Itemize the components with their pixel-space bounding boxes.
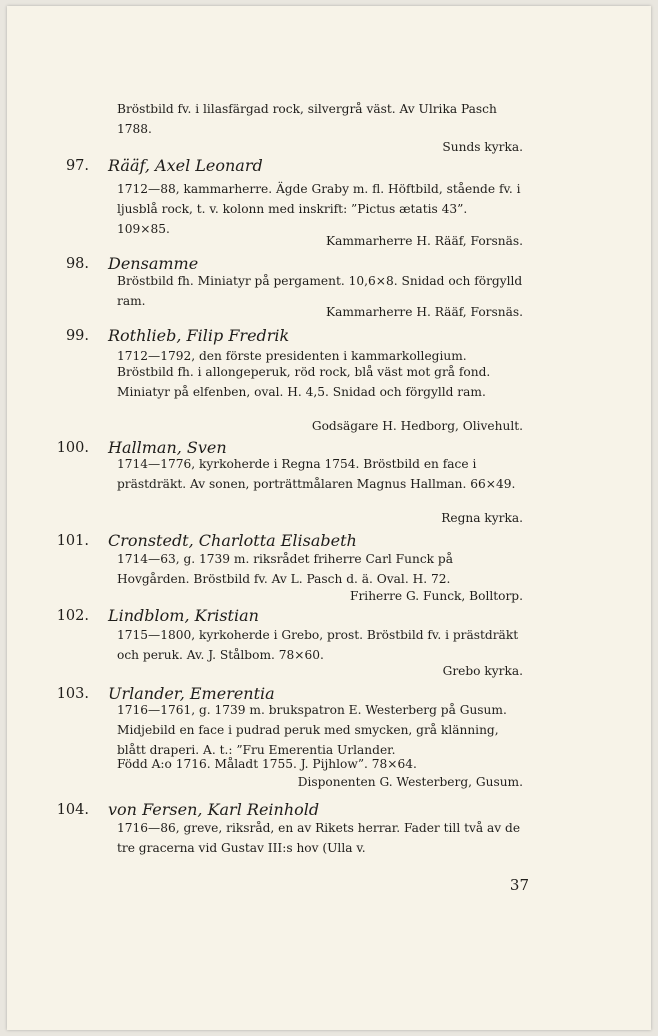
entry-text: 1712—1792, den förste presidenten i kammarkollegium.: [117, 349, 467, 363]
entry-owner: Regna kyrka.: [441, 511, 523, 525]
entry-title: Cronstedt, Charlotta Elisabeth: [108, 531, 357, 550]
entry-text: 1715—1800, kyrkoherde i Grebo, prost. Bröstbild fv. i prästdräkt och peruk. Av. J. Stålbom. 78×60.: [117, 628, 519, 662]
entry-title: Lindblom, Kristian: [108, 606, 259, 625]
entry-owner: Grebo kyrka.: [442, 664, 523, 678]
entry-number: 102.: [56, 608, 89, 624]
entry-number: 103.: [56, 686, 89, 702]
entry-number: 97.: [65, 158, 89, 174]
entry-title: Rothlieb, Filip Fredrik: [108, 326, 290, 345]
entry-number: 104.: [56, 802, 89, 818]
entry-number: 101.: [56, 533, 89, 549]
entry-owner: Kammarherre H. Rääf, Forsnäs.: [325, 234, 523, 248]
entry-owner: Godsägare H. Hedborg, Olivehult.: [311, 419, 523, 433]
entry-title: Densamme: [108, 254, 199, 273]
entry-text: 1714—1776, kyrkoherde i Regna 1754. Bröstbild en face i prästdräkt. Av sonen, porträttmålaren Magnus Hallman. 66×49.: [117, 457, 516, 491]
entry-text: Född A:o 1716. Måladt 1755. J. Pijhlow”. 78×64.: [117, 757, 417, 771]
entry-text: Bröstbild fh. Miniatyr på pergament. 10,6×8. Snidad och förgylld ram.: [117, 274, 523, 308]
entry-text: 1712—88, kammarherre. Ägde Graby m. fl. Höftbild, stående fv. i ljusblå rock, t. v. kolonn med inskrift: ”Pictus ætatis 43”. 109×85.: [117, 182, 521, 236]
entry-title: Hallman, Sven: [108, 438, 227, 457]
entry-title: Rääf, Axel Leonard: [108, 156, 263, 175]
entry-number: 100.: [56, 440, 89, 456]
intro-owner: Sunds kyrka.: [442, 140, 523, 154]
entry-owner: Kammarherre H. Rääf, Forsnäs.: [325, 305, 523, 319]
entry-number: 98.: [65, 256, 89, 272]
entry-number: 99.: [65, 328, 89, 344]
intro-text: Bröstbild fv. i lilasfärgad rock, silvergrå väst. Av Ulrika Pasch 1788.: [117, 102, 497, 136]
entry-text: Bröstbild fh. i allongeperuk, röd rock, blå väst mot grå fond. Miniatyr på elfenben, oval. H. 4,5. Snidad och förgylld ram.: [117, 365, 491, 399]
entry-owner: Friherre G. Funck, Bolltorp.: [350, 589, 523, 603]
entry-text: 1714—63, g. 1739 m. riksrådet friherre Carl Funck på Hovgården. Bröstbild fv. Av L. Pasch d. ä. Oval. H. 72.: [117, 552, 453, 586]
page-number: 37: [509, 876, 529, 894]
entry-title: von Fersen, Karl Reinhold: [108, 800, 320, 819]
entry-text: 1716—1761, g. 1739 m. brukspatron E. Westerberg på Gusum. Midjebild en face i pudrad peruk med smycken, grå klänning, blått draperi. A. t.: ”Fru Emerentia Urlander.: [117, 703, 507, 757]
entry-owner: Disponenten G. Westerberg, Gusum.: [297, 775, 523, 789]
entry-text: 1716—86, greve, riksråd, en av Rikets herrar. Fader till två av de tre gracerna vid Gustav III:s hov (Ulla v.: [117, 821, 521, 855]
entry-title: Urlander, Emerentia: [108, 684, 275, 703]
document-page: [7, 6, 651, 1030]
